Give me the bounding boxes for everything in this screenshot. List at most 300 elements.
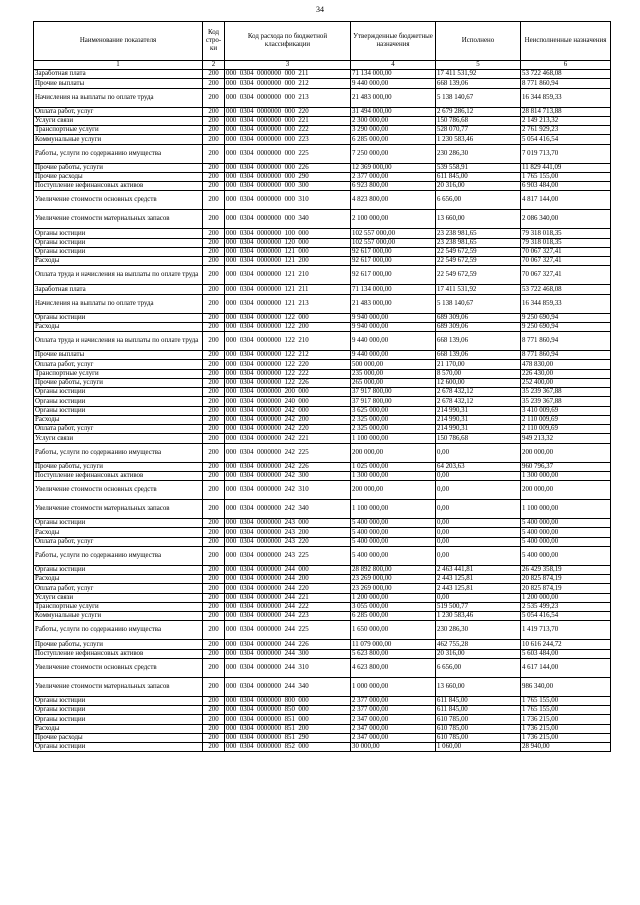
row-budget-code: 000 0304 0000000 121 213 (225, 294, 351, 313)
row-line-code: 200 (203, 88, 225, 107)
header-unexecuted: Неисполненные назначения (521, 22, 611, 61)
row-unexecuted: 8 771 860,94 (521, 351, 611, 360)
row-line-code: 200 (203, 285, 225, 294)
row-unexecuted: 960 796,37 (521, 462, 611, 471)
row-line-code: 200 (203, 332, 225, 351)
table-row (34, 210, 611, 229)
page-number: 34 (316, 5, 324, 14)
table-row (34, 332, 611, 351)
row-unexecuted: 1 736 215,00 (521, 724, 611, 733)
row-unexecuted: 5 400 000,00 (521, 528, 611, 537)
row-name: Увеличение стоимости основных средств (34, 481, 203, 500)
row-unexecuted: 9 250 690,94 (521, 322, 611, 331)
row-unexecuted: 26 429 358,19 (521, 565, 611, 574)
row-line-code: 200 (203, 649, 225, 658)
table-row (34, 519, 611, 528)
table-row (34, 360, 611, 369)
row-approved: 2 100 000,00 (351, 210, 436, 229)
row-budget-code: 000 0304 0000000 242 340 (225, 500, 351, 519)
row-executed: 21 170,00 (436, 360, 521, 369)
row-budget-code: 000 0304 0000000 242 200 (225, 415, 351, 424)
row-line-code: 200 (203, 322, 225, 331)
row-line-code: 200 (203, 462, 225, 471)
row-line-code: 200 (203, 163, 225, 172)
row-unexecuted: 70 067 327,41 (521, 266, 611, 285)
table-row (34, 351, 611, 360)
row-budget-code: 000 0304 0000000 244 310 (225, 658, 351, 677)
row-budget-code: 000 0304 0000000 000 225 (225, 144, 351, 163)
table-row (34, 163, 611, 172)
column-number: 3 (225, 61, 351, 70)
row-approved: 1 025 000,00 (351, 462, 436, 471)
row-budget-code: 000 0304 0000000 243 000 (225, 519, 351, 528)
row-approved: 5 400 000,00 (351, 528, 436, 537)
row-approved: 9 440 000,00 (351, 79, 436, 88)
row-line-code: 200 (203, 388, 225, 397)
table-row (34, 696, 611, 705)
row-approved: 1 300 000,00 (351, 471, 436, 480)
row-line-code: 200 (203, 434, 225, 443)
row-executed: 2 678 432,12 (436, 397, 521, 406)
row-line-code: 200 (203, 528, 225, 537)
row-line-code: 200 (203, 640, 225, 649)
row-budget-code: 000 0304 0000000 242 221 (225, 434, 351, 443)
row-approved: 1 200 000,00 (351, 593, 436, 602)
row-approved: 92 617 000,00 (351, 257, 436, 266)
row-budget-code: 000 0304 0000000 242 310 (225, 481, 351, 500)
row-budget-code: 000 0304 0000000 122 210 (225, 332, 351, 351)
row-executed: 0,00 (436, 471, 521, 480)
row-executed: 2 679 286,12 (436, 107, 521, 116)
table-row (34, 528, 611, 537)
row-executed: 23 238 981,65 (436, 238, 521, 247)
row-approved: 2 347 000,00 (351, 733, 436, 742)
row-line-code: 200 (203, 593, 225, 602)
row-approved: 2 325 000,00 (351, 425, 436, 434)
row-name: Расходы (34, 322, 203, 331)
row-line-code: 200 (203, 575, 225, 584)
row-line-code: 200 (203, 182, 225, 191)
row-name: Услуги связи (34, 434, 203, 443)
table-row (34, 79, 611, 88)
row-budget-code: 000 0304 0000000 122 212 (225, 351, 351, 360)
row-approved: 4 623 800,00 (351, 658, 436, 677)
row-name: Поступление нефинансовых активов (34, 182, 203, 191)
row-name: Работы, услуги по содержанию имущества (34, 144, 203, 163)
row-unexecuted: 5 400 000,00 (521, 546, 611, 565)
row-budget-code: 000 0304 0000000 000 223 (225, 135, 351, 144)
row-approved: 5 400 000,00 (351, 537, 436, 546)
row-name: Органы юстиции (34, 397, 203, 406)
column-number: 5 (436, 61, 521, 70)
table-row (34, 378, 611, 387)
row-line-code: 200 (203, 537, 225, 546)
row-unexecuted: 2 110 009,69 (521, 415, 611, 424)
row-unexecuted: 11 829 441,09 (521, 163, 611, 172)
row-name: Органы юстиции (34, 229, 203, 238)
row-budget-code: 000 0304 0000000 000 211 (225, 70, 351, 79)
row-name: Органы юстиции (34, 715, 203, 724)
row-line-code: 200 (203, 191, 225, 210)
row-approved: 1 000 000,00 (351, 677, 436, 696)
row-line-code: 200 (203, 724, 225, 733)
row-executed: 20 316,00 (436, 182, 521, 191)
row-approved: 37 917 800,00 (351, 397, 436, 406)
row-approved: 31 494 000,00 (351, 107, 436, 116)
row-executed: 6 656,00 (436, 658, 521, 677)
row-budget-code: 000 0304 0000000 244 226 (225, 640, 351, 649)
column-number: 2 (203, 61, 225, 70)
table-row (34, 285, 611, 294)
row-approved: 200 000,00 (351, 481, 436, 500)
row-unexecuted: 20 825 874,19 (521, 584, 611, 593)
row-unexecuted: 79 318 018,35 (521, 238, 611, 247)
row-line-code: 200 (203, 743, 225, 752)
row-approved: 200 000,00 (351, 443, 436, 462)
row-approved: 37 917 800,00 (351, 388, 436, 397)
row-executed: 13 660,00 (436, 210, 521, 229)
row-name: Заработная плата (34, 70, 203, 79)
row-unexecuted: 4 817 144,00 (521, 191, 611, 210)
table-row (34, 425, 611, 434)
row-name: Транспортные услуги (34, 126, 203, 135)
row-budget-code: 000 0304 0000000 244 220 (225, 584, 351, 593)
row-executed: 610 785,00 (436, 724, 521, 733)
row-name: Прочие работы, услуги (34, 163, 203, 172)
row-name: Увеличение стоимости материальных запасов (34, 677, 203, 696)
header-approved: Утвержденные бюджетные назначения (351, 22, 436, 61)
row-approved: 7 250 000,00 (351, 144, 436, 163)
table-row (34, 369, 611, 378)
table-row (34, 546, 611, 565)
row-line-code: 200 (203, 565, 225, 574)
row-executed: 668 139,06 (436, 79, 521, 88)
row-approved: 2 377 000,00 (351, 696, 436, 705)
row-executed: 611 845,00 (436, 706, 521, 715)
table-row (34, 640, 611, 649)
row-unexecuted: 5 603 484,00 (521, 649, 611, 658)
row-budget-code: 000 0304 0000000 000 300 (225, 182, 351, 191)
row-name: Органы юстиции (34, 519, 203, 528)
row-approved: 4 823 800,00 (351, 191, 436, 210)
row-unexecuted: 6 903 484,00 (521, 182, 611, 191)
row-line-code: 200 (203, 378, 225, 387)
table-row (34, 406, 611, 415)
row-unexecuted: 1 765 155,00 (521, 696, 611, 705)
row-line-code: 200 (203, 415, 225, 424)
row-approved: 92 617 000,00 (351, 266, 436, 285)
row-approved: 2 347 000,00 (351, 724, 436, 733)
row-executed: 0,00 (436, 443, 521, 462)
row-line-code: 200 (203, 107, 225, 116)
row-budget-code: 000 0304 0000000 122 000 (225, 313, 351, 322)
table-row (34, 715, 611, 724)
row-approved: 23 269 000,00 (351, 575, 436, 584)
row-executed: 150 786,68 (436, 116, 521, 125)
table-row (34, 257, 611, 266)
row-unexecuted: 10 616 244,72 (521, 640, 611, 649)
row-executed: 2 678 432,12 (436, 388, 521, 397)
row-name: Прочие работы, услуги (34, 378, 203, 387)
row-approved: 1 650 000,00 (351, 621, 436, 640)
row-budget-code: 000 0304 0000000 852 000 (225, 743, 351, 752)
table-row (34, 658, 611, 677)
row-approved: 3 290 000,00 (351, 126, 436, 135)
table-row (34, 677, 611, 696)
row-budget-code: 000 0304 0000000 122 200 (225, 322, 351, 331)
row-executed: 22 549 672,59 (436, 257, 521, 266)
table-row (34, 471, 611, 480)
table-row (34, 229, 611, 238)
table-row (34, 322, 611, 331)
row-budget-code: 000 0304 0000000 121 000 (225, 247, 351, 256)
table-row (34, 462, 611, 471)
row-name: Оплата работ, услуг (34, 360, 203, 369)
row-budget-code: 000 0304 0000000 242 226 (225, 462, 351, 471)
row-line-code: 200 (203, 313, 225, 322)
row-line-code: 200 (203, 500, 225, 519)
row-budget-code: 000 0304 0000000 851 000 (225, 715, 351, 724)
row-executed: 539 558,91 (436, 163, 521, 172)
row-name: Работы, услуги по содержанию имущества (34, 443, 203, 462)
row-approved: 2 377 000,00 (351, 706, 436, 715)
row-name: Поступление нефинансовых активов (34, 649, 203, 658)
row-name: Расходы (34, 575, 203, 584)
row-budget-code: 000 0304 0000000 244 000 (225, 565, 351, 574)
row-name: Транспортные услуги (34, 602, 203, 611)
row-budget-code: 000 0304 0000000 120 000 (225, 238, 351, 247)
row-name: Поступление нефинансовых активов (34, 471, 203, 480)
row-approved: 92 617 000,00 (351, 247, 436, 256)
row-budget-code: 000 0304 0000000 800 000 (225, 696, 351, 705)
row-name: Оплата труда и начисления на выплаты по оплате труда (34, 266, 203, 285)
row-budget-code: 000 0304 0000000 000 213 (225, 88, 351, 107)
row-budget-code: 000 0304 0000000 244 221 (225, 593, 351, 602)
header-executed: Исполнено (436, 22, 521, 61)
row-unexecuted: 9 250 690,94 (521, 313, 611, 322)
row-name: Оплата работ, услуг (34, 425, 203, 434)
row-name: Оплата работ, услуг (34, 537, 203, 546)
row-budget-code: 000 0304 0000000 244 223 (225, 612, 351, 621)
row-unexecuted: 1 200 000,00 (521, 593, 611, 602)
table-row (34, 434, 611, 443)
row-budget-code: 000 0304 0000000 000 220 (225, 107, 351, 116)
row-name: Оплата работ, услуг (34, 107, 203, 116)
table-row (34, 724, 611, 733)
row-approved: 9 940 000,00 (351, 322, 436, 331)
row-budget-code: 000 0304 0000000 244 225 (225, 621, 351, 640)
row-budget-code: 000 0304 0000000 122 222 (225, 369, 351, 378)
row-name: Органы юстиции (34, 238, 203, 247)
row-budget-code: 000 0304 0000000 000 222 (225, 126, 351, 135)
row-unexecuted: 949 213,32 (521, 434, 611, 443)
row-name: Начисления на выплаты по оплате труда (34, 88, 203, 107)
row-unexecuted: 5 054 416,54 (521, 612, 611, 621)
table-row (34, 172, 611, 181)
row-line-code: 200 (203, 397, 225, 406)
row-name: Коммунальные услуги (34, 135, 203, 144)
row-executed: 20 316,00 (436, 649, 521, 658)
row-budget-code: 000 0304 0000000 243 225 (225, 546, 351, 565)
row-budget-code: 000 0304 0000000 100 000 (225, 229, 351, 238)
row-name: Органы юстиции (34, 706, 203, 715)
row-unexecuted: 8 771 860,94 (521, 79, 611, 88)
row-line-code: 200 (203, 229, 225, 238)
row-name: Расходы (34, 257, 203, 266)
row-name: Органы юстиции (34, 406, 203, 415)
row-name: Прочие выплаты (34, 79, 203, 88)
row-unexecuted: 53 722 468,08 (521, 285, 611, 294)
row-unexecuted: 3 410 009,69 (521, 406, 611, 415)
row-name: Расходы (34, 415, 203, 424)
row-line-code: 200 (203, 266, 225, 285)
row-name: Увеличение стоимости основных средств (34, 191, 203, 210)
table-row (34, 313, 611, 322)
row-unexecuted: 70 067 327,41 (521, 247, 611, 256)
row-approved: 5 623 800,00 (351, 649, 436, 658)
row-executed: 0,00 (436, 546, 521, 565)
row-executed: 22 549 672,59 (436, 266, 521, 285)
row-unexecuted: 1 765 155,00 (521, 172, 611, 181)
row-approved: 1 100 000,00 (351, 500, 436, 519)
row-executed: 0,00 (436, 537, 521, 546)
row-unexecuted: 20 825 874,19 (521, 575, 611, 584)
row-name: Услуги связи (34, 116, 203, 125)
row-unexecuted: 8 771 860,94 (521, 332, 611, 351)
row-budget-code: 000 0304 0000000 121 200 (225, 257, 351, 266)
row-executed: 1 060,00 (436, 743, 521, 752)
row-budget-code: 000 0304 0000000 121 210 (225, 266, 351, 285)
row-unexecuted: 28 814 713,88 (521, 107, 611, 116)
row-unexecuted: 2 086 340,00 (521, 210, 611, 229)
row-approved: 102 557 000,00 (351, 238, 436, 247)
row-approved: 102 557 000,00 (351, 229, 436, 238)
row-executed: 5 138 140,67 (436, 294, 521, 313)
row-budget-code: 000 0304 0000000 000 310 (225, 191, 351, 210)
row-unexecuted: 226 430,00 (521, 369, 611, 378)
row-executed: 150 786,68 (436, 434, 521, 443)
row-unexecuted: 252 400,00 (521, 378, 611, 387)
row-approved: 2 300 000,00 (351, 116, 436, 125)
row-unexecuted: 16 344 859,33 (521, 294, 611, 313)
row-line-code: 200 (203, 733, 225, 742)
row-name: Увеличение стоимости основных средств (34, 658, 203, 677)
row-approved: 2 325 000,00 (351, 415, 436, 424)
row-approved: 12 369 000,00 (351, 163, 436, 172)
row-line-code: 200 (203, 443, 225, 462)
row-unexecuted: 200 000,00 (521, 481, 611, 500)
row-approved: 9 440 000,00 (351, 351, 436, 360)
row-executed: 12 600,00 (436, 378, 521, 387)
row-budget-code: 000 0304 0000000 240 000 (225, 397, 351, 406)
row-name: Органы юстиции (34, 388, 203, 397)
row-executed: 8 570,00 (436, 369, 521, 378)
row-executed: 230 286,30 (436, 144, 521, 163)
row-name: Транспортные услуги (34, 369, 203, 378)
row-name: Органы юстиции (34, 247, 203, 256)
row-budget-code: 000 0304 0000000 121 211 (225, 285, 351, 294)
row-line-code: 200 (203, 116, 225, 125)
row-budget-code: 000 0304 0000000 000 340 (225, 210, 351, 229)
header-name: Наименование показателя (34, 22, 203, 61)
row-executed: 2 443 125,81 (436, 575, 521, 584)
table-row (34, 621, 611, 640)
row-executed: 0,00 (436, 500, 521, 519)
row-line-code: 200 (203, 658, 225, 677)
row-line-code: 200 (203, 294, 225, 313)
row-unexecuted: 1 736 215,00 (521, 733, 611, 742)
row-approved: 21 483 000,00 (351, 88, 436, 107)
row-budget-code: 000 0304 0000000 242 225 (225, 443, 351, 462)
table-row (34, 107, 611, 116)
row-line-code: 200 (203, 210, 225, 229)
row-executed: 1 230 583,46 (436, 135, 521, 144)
row-unexecuted: 2 535 499,23 (521, 602, 611, 611)
row-budget-code: 000 0304 0000000 122 226 (225, 378, 351, 387)
row-approved: 9 940 000,00 (351, 313, 436, 322)
row-line-code: 200 (203, 621, 225, 640)
table-row (34, 743, 611, 752)
row-executed: 0,00 (436, 519, 521, 528)
row-budget-code: 000 0304 0000000 243 200 (225, 528, 351, 537)
row-unexecuted: 2 110 009,69 (521, 425, 611, 434)
row-line-code: 200 (203, 584, 225, 593)
table-row (34, 191, 611, 210)
row-unexecuted: 1 765 155,00 (521, 706, 611, 715)
table-row (34, 593, 611, 602)
row-line-code: 200 (203, 144, 225, 163)
row-executed: 64 203,63 (436, 462, 521, 471)
row-executed: 214 990,31 (436, 415, 521, 424)
header-budget-code: Код расхода по бюджетной классификации (225, 22, 351, 61)
column-number: 6 (521, 61, 611, 70)
row-name: Оплата труда и начисления на выплаты по оплате труда (34, 332, 203, 351)
row-unexecuted: 1 100 000,00 (521, 500, 611, 519)
row-line-code: 200 (203, 70, 225, 79)
row-name: Оплата работ, услуг (34, 584, 203, 593)
row-budget-code: 000 0304 0000000 000 221 (225, 116, 351, 125)
table-row (34, 565, 611, 574)
row-executed: 214 990,31 (436, 425, 521, 434)
row-unexecuted: 79 318 018,35 (521, 229, 611, 238)
row-unexecuted: 70 067 327,41 (521, 257, 611, 266)
row-executed: 610 785,00 (436, 733, 521, 742)
row-line-code: 200 (203, 715, 225, 724)
row-executed: 610 785,00 (436, 715, 521, 724)
row-unexecuted: 2 149 213,32 (521, 116, 611, 125)
row-approved: 30 000,00 (351, 743, 436, 752)
row-name: Работы, услуги по содержанию имущества (34, 546, 203, 565)
row-budget-code: 000 0304 0000000 000 290 (225, 172, 351, 181)
row-line-code: 200 (203, 612, 225, 621)
column-number: 4 (351, 61, 436, 70)
table-row (34, 126, 611, 135)
row-approved: 71 134 000,00 (351, 70, 436, 79)
row-approved: 500 000,00 (351, 360, 436, 369)
row-name: Органы юстиции (34, 743, 203, 752)
table-row (34, 294, 611, 313)
table-row (34, 537, 611, 546)
row-approved: 235 000,00 (351, 369, 436, 378)
row-name: Расходы (34, 528, 203, 537)
row-executed: 6 656,00 (436, 191, 521, 210)
column-number-row (34, 61, 611, 70)
row-unexecuted: 53 722 468,08 (521, 70, 611, 79)
row-executed: 17 411 531,92 (436, 70, 521, 79)
row-name: Органы юстиции (34, 565, 203, 574)
row-line-code: 200 (203, 706, 225, 715)
row-line-code: 200 (203, 135, 225, 144)
